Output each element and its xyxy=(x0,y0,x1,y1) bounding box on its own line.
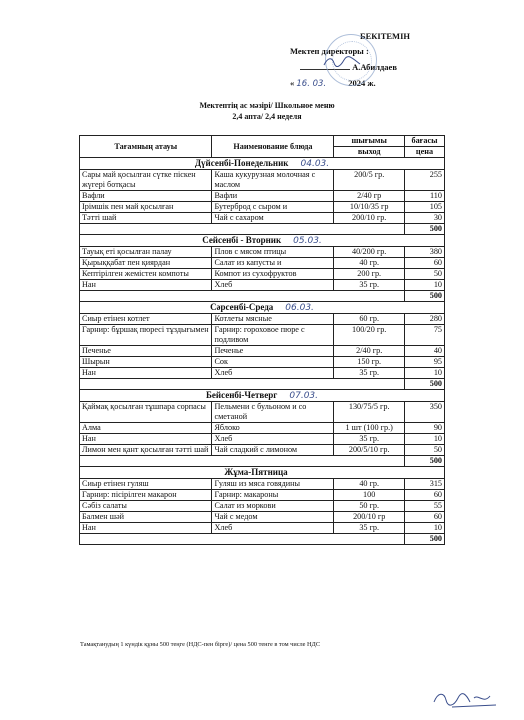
header-ru: Наименование блюда xyxy=(212,136,334,158)
day-name: Дүйсенбі-Понедельник xyxy=(194,158,289,168)
dish-kz: Ірімшік пен май қосылған xyxy=(80,202,212,213)
dish-ru: Салат из моркови xyxy=(212,501,334,512)
header-row-top xyxy=(80,136,445,147)
dish-price: 380 xyxy=(404,247,444,258)
day-date: 04.03. xyxy=(300,159,330,169)
day-row xyxy=(80,235,445,247)
bottom-signature xyxy=(430,688,500,710)
dish-kz: Тәтті шай xyxy=(80,213,212,224)
dish-kz: Лимон мен қант қосылған тәтті шай xyxy=(80,445,212,456)
dish-ru: Пельмени с бульоном и со сметаной xyxy=(212,402,334,423)
dish-kz: Сәбіз салаты xyxy=(80,501,212,512)
dish-kz: Кептірілген жемістен компоты xyxy=(80,269,212,280)
total-empty-cell xyxy=(80,224,212,235)
dish-kz: Алма xyxy=(80,423,212,434)
total-row xyxy=(80,456,445,467)
dish-ru: Вафли xyxy=(212,191,334,202)
table-row xyxy=(80,402,445,423)
dish-output: 40/200 гр. xyxy=(334,247,405,258)
dish-ru: Гарнир: макароны xyxy=(212,490,334,501)
table-row xyxy=(80,490,445,501)
dish-price: 40 xyxy=(404,346,444,357)
dish-kz: Сары май қосылған сүтке піскен жүгері ботқасы xyxy=(80,170,212,191)
dish-kz: Сиыр етінен гуляш xyxy=(80,479,212,490)
day-total: 500 xyxy=(404,379,444,390)
dish-output: 35 гр. xyxy=(334,434,405,445)
dish-output: 60 гр. xyxy=(334,314,405,325)
day-cell xyxy=(80,235,445,247)
total-empty-cell xyxy=(212,534,334,545)
dish-ru: Чай с сахаром xyxy=(212,213,334,224)
total-empty-cell xyxy=(334,379,405,390)
table-row xyxy=(80,423,445,434)
dish-ru: Яблоко xyxy=(212,423,334,434)
dish-ru: Чай сладкий с лимоном xyxy=(212,445,334,456)
dish-kz: Шырын xyxy=(80,357,212,368)
menu-body xyxy=(80,158,445,545)
dish-kz: Сиыр етінен котлет xyxy=(80,314,212,325)
total-row xyxy=(80,534,445,545)
dish-price: 10 xyxy=(404,434,444,445)
header-out-bottom: выход xyxy=(334,147,405,158)
total-empty-cell xyxy=(80,379,212,390)
dish-output: 40 гр. xyxy=(334,258,405,269)
total-empty-cell xyxy=(334,534,405,545)
date-suffix: 2024 ж. xyxy=(348,78,376,88)
day-date: 06.03. xyxy=(285,303,314,313)
header-price-top: бағасы xyxy=(404,136,444,147)
dish-ru: Хлеб xyxy=(212,434,334,445)
dish-output: 200/10 гр. xyxy=(334,213,405,224)
table-row xyxy=(80,247,445,258)
dish-kz: Печенье xyxy=(80,346,212,357)
table-row xyxy=(80,434,445,445)
total-empty-cell xyxy=(334,291,405,302)
table-row xyxy=(80,325,445,346)
table-row xyxy=(80,213,445,224)
day-name: Бейсенбі-Четверг xyxy=(205,390,278,400)
header-kz: Тағамның атауы xyxy=(80,136,212,158)
total-row xyxy=(80,379,445,390)
dish-price: 255 xyxy=(404,170,444,191)
day-total: 500 xyxy=(404,534,444,545)
header-price-bottom: цена xyxy=(404,147,444,158)
dish-kz: Гарнир: бұршақ пюресі тұздығымен xyxy=(80,325,212,346)
table-row xyxy=(80,512,445,523)
dish-price: 95 xyxy=(404,357,444,368)
dish-output: 200/5 гр. xyxy=(334,170,405,191)
dish-ru: Хлеб xyxy=(212,523,334,534)
menu-title: Мектептің ас мәзірі/ Школьное меню xyxy=(199,101,335,110)
table-row xyxy=(80,523,445,534)
dish-ru: Каша кукурузная молочная с маслом xyxy=(212,170,334,191)
dish-price: 280 xyxy=(404,314,444,325)
day-cell xyxy=(80,158,445,170)
approval-role: Мектеп директоры : xyxy=(290,46,369,56)
dish-ru: Салат из капусты и xyxy=(212,258,334,269)
dish-output: 150 гр. xyxy=(334,357,405,368)
day-total: 500 xyxy=(404,224,444,235)
dish-output: 2/40 гр xyxy=(334,191,405,202)
dish-kz: Нан xyxy=(80,523,212,534)
table-row xyxy=(80,368,445,379)
day-name: Жұма-Пятница xyxy=(224,467,288,477)
day-cell xyxy=(80,467,445,479)
dish-output: 2/40 гр. xyxy=(334,346,405,357)
table-row xyxy=(80,357,445,368)
day-cell xyxy=(80,302,445,314)
dish-ru: Хлеб xyxy=(212,280,334,291)
total-row xyxy=(80,224,445,235)
dish-kz: Балмен шәй xyxy=(80,512,212,523)
day-name: Сейсенбі - Вторник xyxy=(202,235,282,245)
dish-price: 10 xyxy=(404,280,444,291)
dish-kz: Қырыққабат пен қиярдан xyxy=(80,258,212,269)
dish-kz: Тауық еті қосылған палау xyxy=(80,247,212,258)
day-cell xyxy=(80,390,445,402)
menu-subtitle: 2,4 апта/ 2,4 неделя xyxy=(232,112,302,121)
day-row xyxy=(80,467,445,479)
director-signature xyxy=(322,55,362,69)
day-row xyxy=(80,302,445,314)
day-total: 500 xyxy=(404,291,444,302)
total-empty-cell xyxy=(212,291,334,302)
dish-price: 60 xyxy=(404,512,444,523)
header-out-top: шығымы xyxy=(334,136,405,147)
dish-kz: Нан xyxy=(80,368,212,379)
date-handwritten: 16. 03. xyxy=(296,79,327,89)
total-empty-cell xyxy=(334,456,405,467)
table-row xyxy=(80,346,445,357)
dish-price: 315 xyxy=(404,479,444,490)
date-prefix: « xyxy=(290,78,295,88)
dish-output: 100/20 гр. xyxy=(334,325,405,346)
table-row xyxy=(80,191,445,202)
dish-output: 40 гр. xyxy=(334,479,405,490)
dish-price: 10 xyxy=(404,368,444,379)
dish-ru: Гуляш из мяса говядины xyxy=(212,479,334,490)
total-empty-cell xyxy=(80,291,212,302)
table-row xyxy=(80,314,445,325)
dish-output: 130/75/5 гр. xyxy=(334,402,405,423)
dish-price: 60 xyxy=(404,258,444,269)
dish-kz: Гарнир: пісірілген макарон xyxy=(80,490,212,501)
total-empty-cell xyxy=(212,456,334,467)
dish-ru: Котлеты мясные xyxy=(212,314,334,325)
dish-price: 75 xyxy=(404,325,444,346)
table-row xyxy=(80,202,445,213)
total-empty-cell xyxy=(212,224,334,235)
dish-ru: Гарнир: гороховое пюре с подливом xyxy=(212,325,334,346)
dish-price: 10 xyxy=(404,523,444,534)
total-row xyxy=(80,291,445,302)
dish-ru: Хлеб xyxy=(212,368,334,379)
approval-title: БЕКІТЕМІН xyxy=(359,31,410,41)
total-empty-cell xyxy=(334,224,405,235)
dish-output: 200 гр. xyxy=(334,269,405,280)
dish-price: 60 xyxy=(404,490,444,501)
dish-output: 200/5/10 гр. xyxy=(334,445,405,456)
dish-output: 35 гр. xyxy=(334,280,405,291)
total-empty-cell xyxy=(80,456,212,467)
total-empty-cell xyxy=(80,534,212,545)
menu-header xyxy=(0,100,524,122)
dish-price: 90 xyxy=(404,423,444,434)
day-name: Сәрсенбі-Среда xyxy=(210,302,274,312)
day-date: 07.03. xyxy=(289,391,319,401)
day-row xyxy=(80,158,445,170)
dish-output: 200/10 гр xyxy=(334,512,405,523)
dish-price: 50 xyxy=(404,445,444,456)
table-row xyxy=(80,258,445,269)
dish-ru: Чай с медом xyxy=(212,512,334,523)
dish-price: 55 xyxy=(404,501,444,512)
day-row xyxy=(80,390,445,402)
dish-output: 35 гр. xyxy=(334,523,405,534)
dish-output: 100 xyxy=(334,490,405,501)
dish-price: 110 xyxy=(404,191,444,202)
table-row xyxy=(80,269,445,280)
dish-price: 30 xyxy=(404,213,444,224)
table-row xyxy=(80,280,445,291)
dish-kz: Нан xyxy=(80,434,212,445)
menu-table xyxy=(79,135,445,545)
dish-output: 50 гр. xyxy=(334,501,405,512)
dish-output: 35 гр. xyxy=(334,368,405,379)
dish-output: 1 шт (100 гр.) xyxy=(334,423,405,434)
dish-price: 350 xyxy=(404,402,444,423)
dish-ru: Плов с мясом птицы xyxy=(212,247,334,258)
table-row xyxy=(80,170,445,191)
dish-kz: Вафли xyxy=(80,191,212,202)
day-date: 05.03. xyxy=(293,236,322,246)
dish-price: 105 xyxy=(404,202,444,213)
total-empty-cell xyxy=(212,379,334,390)
dish-ru: Компот из сухофруктов xyxy=(212,269,334,280)
dish-ru: Бутерброд с сыром и xyxy=(212,202,334,213)
dish-kz: Нан xyxy=(80,280,212,291)
day-total: 500 xyxy=(404,456,444,467)
dish-ru: Печенье xyxy=(212,346,334,357)
dish-price: 50 xyxy=(404,269,444,280)
signer-name: А.Абилдаев xyxy=(352,62,397,72)
footer-note: Тамақтанудың 1 күндік құны 500 теңге (НДС-пен бірге)/ цена 500 тенге в том числе НДС xyxy=(80,641,321,648)
table-row xyxy=(80,479,445,490)
dish-kz: Қаймақ қосылған тұшпара сорпасы xyxy=(80,402,212,423)
dish-ru: Сок xyxy=(212,357,334,368)
dish-output: 10/10/35 гр xyxy=(334,202,405,213)
table-row xyxy=(80,445,445,456)
table-row xyxy=(80,501,445,512)
